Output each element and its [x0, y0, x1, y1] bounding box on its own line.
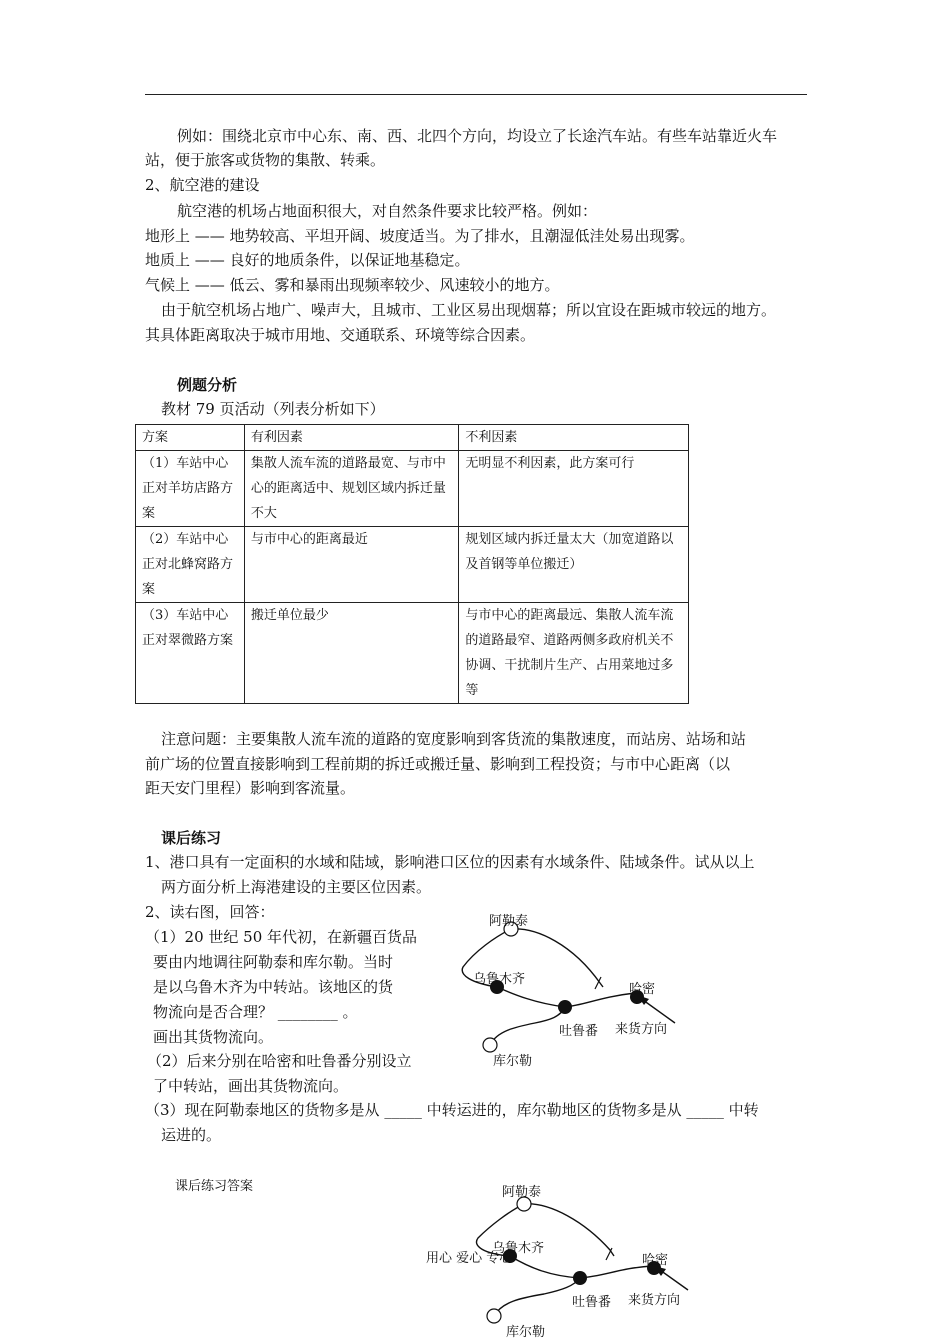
urumqi-label: 乌鲁木齐	[473, 972, 526, 987]
table-header-row	[136, 425, 689, 451]
route-korla-turpan	[494, 1278, 580, 1316]
question-1-line-2: 两方面分析上海港建设的主要区位因素。	[161, 878, 432, 896]
table-header-cell: 不利因素	[459, 425, 689, 451]
table-cell: （3）车站中心正对翠微路方案	[136, 603, 245, 704]
question-2-1-line-3: 是以乌鲁木齐为中转站。该地区的货	[153, 978, 394, 996]
answer-transport-map	[420, 1180, 720, 1340]
hami-label: 哈密	[642, 1253, 669, 1268]
incoming-label: 来货方向	[615, 1022, 668, 1037]
note-line-3: 距天安门里程）影响到客流量。	[145, 779, 356, 797]
question-2-1-line-1: （1）20 世纪 50 年代初，在新疆百货品	[145, 928, 418, 946]
table-cell: 与市中心的距离最远、集散人流车流的道路最窄、道路两侧多政府机关不协调、干扰制片生产、占用菜地过多等	[459, 603, 689, 704]
question-2-2-line-2: 了中转站，画出其货物流向。	[153, 1077, 349, 1095]
table-cell: 无明显不利因素，此方案可行	[459, 451, 689, 527]
question-2-1-line-5: 画出其货物流向。	[153, 1028, 274, 1046]
korla-node	[487, 1309, 501, 1323]
heading-airport: 2、航空港的建设	[145, 176, 260, 194]
altay-label: 阿勒泰	[489, 914, 529, 929]
route-korla-turpan	[490, 1007, 565, 1045]
question-2: 2、读右图，回答：	[145, 903, 275, 921]
location-line-2: 其具体距离取决于城市用地、交通联系、环境等综合因素。	[145, 326, 536, 344]
question-2-3-line-1: （3）现在阿勒泰地区的货物多是从 _____ 中转运进的，库尔勒地区的货物多是从 _____ 中转	[145, 1101, 759, 1119]
korla-label: 库尔勒	[493, 1054, 533, 1069]
incoming-label: 来货方向	[628, 1293, 681, 1308]
altay-label: 阿勒泰	[502, 1185, 542, 1200]
table-row	[136, 603, 689, 704]
question-2-1-line-4: 物流向是否合理？ ________ 。	[153, 1003, 358, 1021]
question-2-3-line-2: 运进的。	[161, 1126, 222, 1144]
table-cell: 与市中心的距离最近	[244, 527, 459, 603]
turpan-node	[558, 1000, 572, 1014]
urumqi-label: 乌鲁木齐	[492, 1241, 545, 1256]
table-header-cell: 方案	[136, 425, 245, 451]
question-1-line-1: 1、港口具有一定面积的水域和陆域，影响港口区位的因素有水域条件、陆域条件。试从以上	[145, 853, 755, 871]
note-line-2: 前广场的位置直接影响到工程前期的拆迁或搬迁量、影响到工程投资；与市中心距离（以	[145, 755, 731, 773]
example-analysis-heading: 例题分析	[177, 376, 238, 394]
note-line-1: 注意问题：主要集散人流车流的道路的宽度影响到客货流的集散速度，而站房、站场和站	[161, 730, 747, 748]
geology-line: 地质上 —— 良好的地质条件，以保证地基稳定。	[145, 251, 470, 269]
answers-heading: 课后练习答案	[175, 1179, 254, 1194]
turpan-label: 吐鲁番	[572, 1295, 612, 1310]
hami-label: 哈密	[629, 982, 656, 997]
example-analysis-subtitle: 教材 79 页活动（列表分析如下）	[161, 400, 385, 418]
table-row	[136, 451, 689, 527]
climate-line: 气候上 —— 低云、雾和暴雨出现频率较少、风速较小的地方。	[145, 276, 560, 294]
terrain-line: 地形上 —— 地势较高、平坦开阔、坡度适当。为了排水，且潮湿低洼处易出现雾。	[145, 227, 695, 245]
question-2-1-line-2: 要由内地调往阿勒泰和库尔勒。当时	[153, 953, 394, 971]
xinjiang-transport-map	[455, 905, 695, 1075]
korla-node	[483, 1038, 497, 1052]
watermark-text: 用心 爱心 专心	[426, 1251, 513, 1266]
airport-requirements: 航空港的机场占地面积很大，对自然条件要求比较严格。例如：	[177, 202, 598, 220]
location-line-1: 由于航空机场占地广、噪声大，且城市、工业区易出现烟幕；所以宜设在距城市较远的地方。	[161, 301, 777, 319]
example-line-1: 例如：围绕北京市中心东、南、西、北四个方向，均设立了长途汽车站。有些车站靠近火车	[177, 127, 778, 145]
table-cell: 搬迁单位最少	[244, 603, 459, 704]
table-cell: 集散人流车流的道路最宽、与市中心的距离适中、规划区域内拆迁量不大	[244, 451, 459, 527]
header-rule	[145, 94, 807, 95]
table-cell: （2）车站中心正对北蜂窝路方案	[136, 527, 245, 603]
table-cell: （1）车站中心正对羊坊店路方案	[136, 451, 245, 527]
table-cell: 规划区域内拆迁量太大（加宽道路以及首钢等单位搬迁）	[459, 527, 689, 603]
korla-label: 库尔勒	[506, 1325, 546, 1340]
incoming-arrow	[643, 1000, 675, 1023]
question-2-2-line-1: （2）后来分别在哈密和吐鲁番分别设立	[147, 1052, 412, 1070]
table-row	[136, 527, 689, 603]
turpan-node	[573, 1271, 587, 1285]
exercises-heading: 课后练习	[161, 829, 222, 847]
table-header-cell: 有利因素	[244, 425, 459, 451]
analysis-table	[135, 424, 689, 704]
example-line-2: 站，便于旅客或货物的集散、转乘。	[145, 151, 386, 169]
turpan-label: 吐鲁番	[559, 1024, 599, 1039]
incoming-arrow	[660, 1270, 688, 1290]
